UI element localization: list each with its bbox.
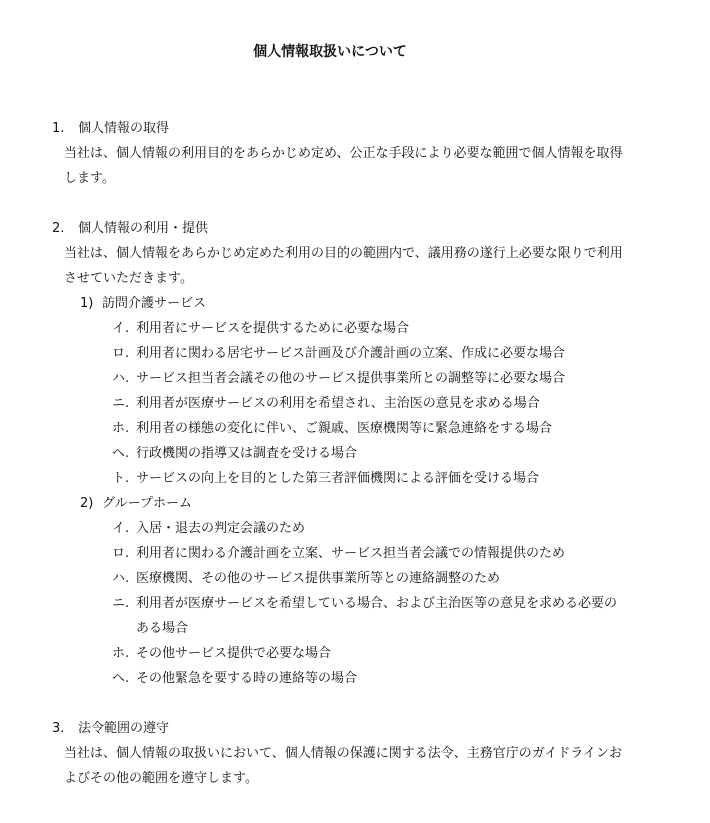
list-item-marker: イ. — [112, 521, 130, 536]
list-item — [112, 541, 565, 566]
list-item-marker: ヘ. — [112, 446, 130, 461]
section-title: 個人情報の取得 — [78, 121, 170, 136]
section-title: 法令範囲の遵守 — [78, 721, 170, 736]
section-body-line: 当社は、個人情報をあらかじめ定めた利用の目的の範囲内で、議用務の遂行上必要な限りで利用 — [64, 246, 623, 261]
list-item-text: 利用者が医療サービスの利用を希望され、主治医の意見を求める場合 — [136, 396, 540, 411]
list-item-marker: ロ. — [112, 346, 130, 361]
section-body-line: 当社は、個人情報の取扱いにおいて、個人情報の保護に関する法令、主務官庁のガイドラインお — [64, 746, 622, 761]
list-item-text: 利用者に関わる居宅サービス計画及び介護計画の立案、作成に必要な場合 — [136, 346, 566, 361]
document-title: 個人情報取扱いについて — [253, 44, 407, 60]
section-body-line: よびその他の範囲を遵守します。 — [64, 771, 258, 786]
list-item-marker: ホ. — [112, 421, 130, 436]
list-item-marker: イ. — [112, 321, 130, 336]
list-item-text: 医療機関、その他のサービス提供事業所等との連絡調整のため — [136, 571, 501, 586]
list-item — [112, 366, 565, 391]
list-item-text: 入居・退去の判定会議のため — [136, 521, 306, 536]
list-item-marker: ホ. — [112, 646, 130, 661]
list-item-marker: ハ. — [112, 371, 130, 386]
subsection-number: 1) — [80, 296, 94, 311]
subsection-heading — [80, 491, 192, 516]
list-item-text: サービス担当者会議その他のサービス提供事業所との調整等に必要な場合 — [136, 371, 566, 386]
section-heading — [52, 716, 169, 741]
list-item — [112, 341, 565, 366]
list-item-text: 利用者にサービスを提供するために必要な場合 — [136, 321, 410, 336]
section-number: 2. — [52, 221, 65, 236]
section-number: 1. — [52, 121, 65, 136]
subsection-number: 2) — [80, 496, 94, 511]
section-heading — [52, 116, 169, 141]
list-item-continuation: ある場合 — [136, 621, 189, 636]
subsection-title: 訪問介護サービス — [102, 296, 207, 311]
section-title: 個人情報の利用・提供 — [78, 221, 209, 236]
subsection-title: グループホーム — [102, 496, 192, 511]
list-item-text: 利用者に関わる介護計画を立案、サービス担当者会議での情報提供のため — [136, 546, 566, 561]
list-item — [112, 416, 552, 441]
list-item-text: 利用者が医療サービスを希望している場合、および主治医等の意見を求める必要の — [136, 596, 618, 611]
list-item — [112, 591, 617, 616]
section-number: 3. — [52, 721, 65, 736]
list-item — [112, 316, 409, 341]
section-body-line: します。 — [64, 171, 115, 186]
list-item-marker: ロ. — [112, 546, 130, 561]
list-item-text: その他緊急を要する時の連絡等の場合 — [136, 671, 358, 686]
list-item-text: サービスの向上を目的とした第三者評価機関による評価を受ける場合 — [136, 471, 540, 486]
list-item — [112, 516, 305, 541]
list-item-marker: ハ. — [112, 571, 130, 586]
list-item-marker: ニ. — [112, 396, 130, 411]
list-item — [112, 566, 500, 591]
list-item — [112, 641, 331, 666]
subsection-heading — [80, 291, 206, 316]
section-heading — [52, 216, 208, 241]
list-item — [112, 666, 357, 691]
list-item — [112, 466, 539, 491]
list-item-text: その他サービス提供で必要な場合 — [136, 646, 332, 661]
section-body-line: 当社は、個人情報の利用目的をあらかじめ定め、公正な手段により必要な範囲で個人情報を取得 — [64, 146, 623, 161]
list-item-text: 利用者の様態の変化に伴い、ご親戚、医療機関等に緊急連絡をする場合 — [136, 421, 553, 436]
list-item-marker: ヘ. — [112, 671, 130, 686]
list-item-marker: ト. — [112, 471, 130, 486]
list-item-marker: ニ. — [112, 596, 130, 611]
list-item — [112, 391, 540, 416]
section-body-line: させていただきます。 — [64, 271, 193, 286]
list-item-text: 行政機関の指導又は調査を受ける場合 — [136, 446, 358, 461]
list-item — [112, 441, 357, 466]
